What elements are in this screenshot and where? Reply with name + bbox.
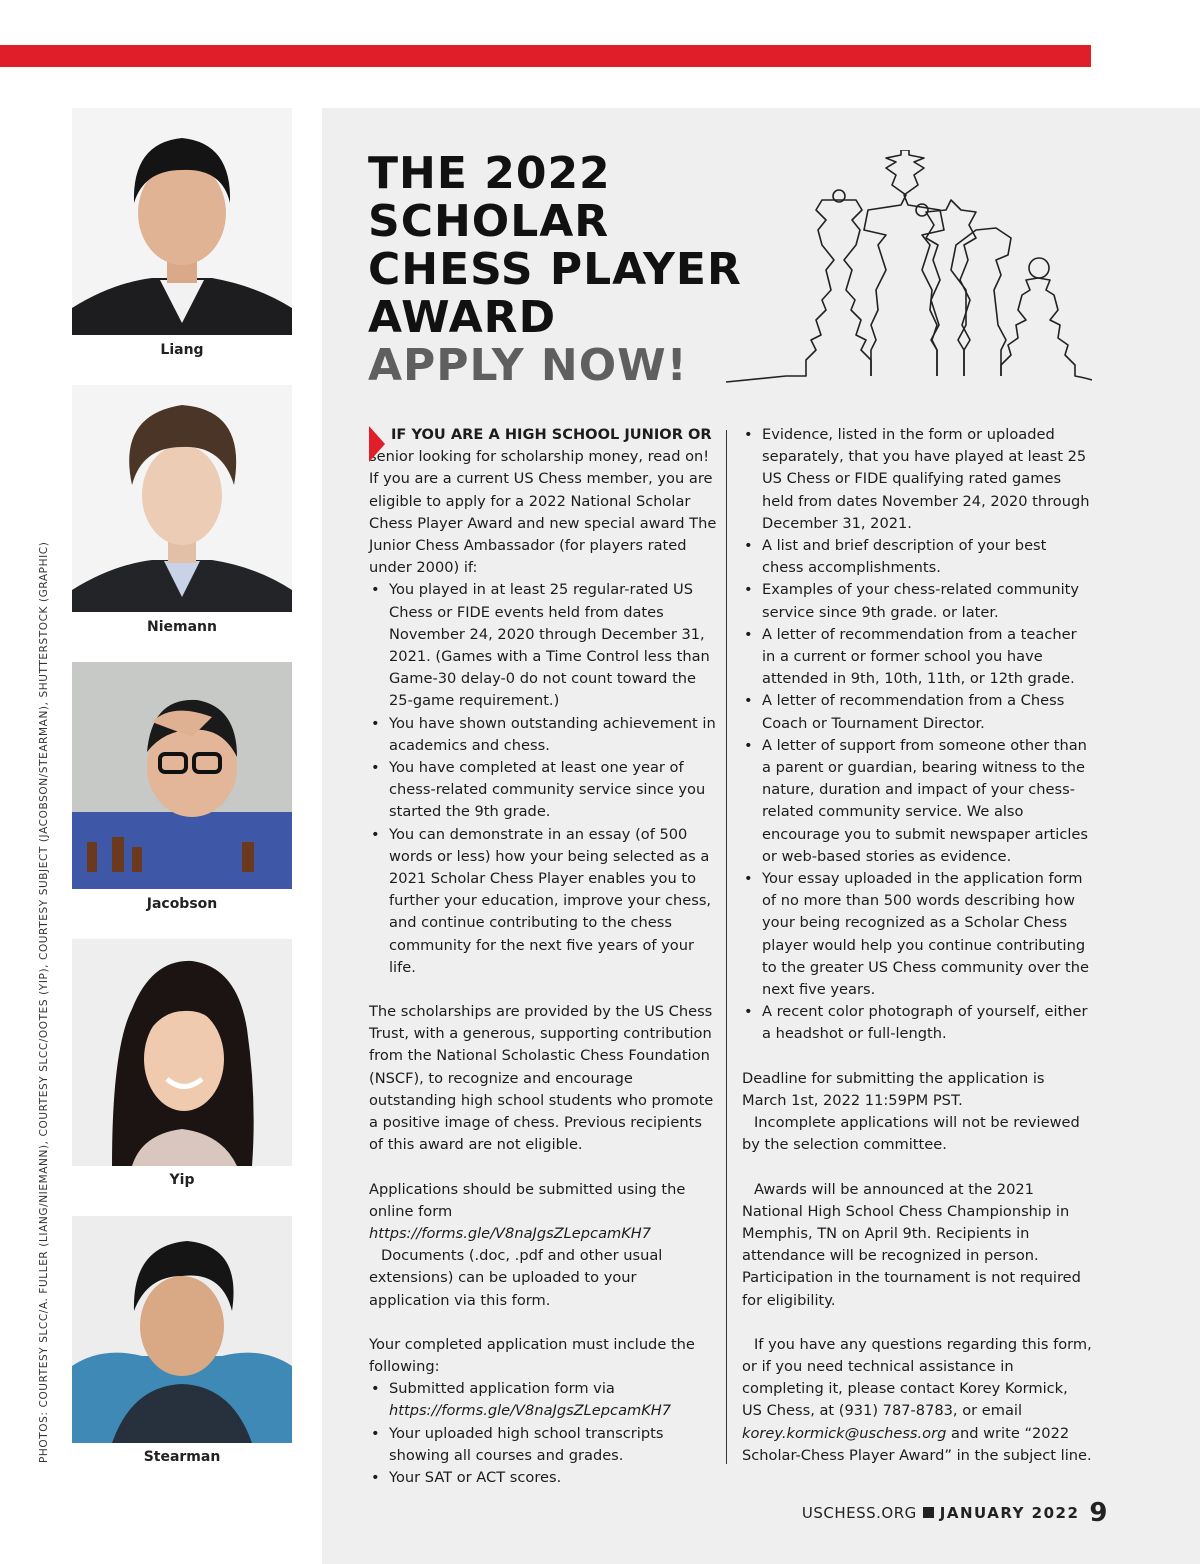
list-item: • You have shown outstanding achievement in academics and chess.	[369, 713, 719, 757]
requirements-list	[369, 1378, 719, 1489]
list-item: • Your uploaded high school transcripts showing all courses and grades.	[369, 1423, 719, 1467]
red-triangle-icon	[369, 426, 385, 462]
list-item: • A recent color photograph of yourself, either a headshot or full-length.	[742, 1001, 1092, 1045]
form-link[interactable]: https://forms.gle/V8naJgsZLepcamKH7	[389, 1402, 672, 1420]
page-number: 9	[1089, 1498, 1108, 1528]
list-item: • Evidence, listed in the form or uploaded separately, that you have played at least 25 US Chess or FIDE qualifying rated games held from dates November 24, 2020 through December 31, 2021.	[742, 424, 1092, 535]
title-line: CHESS PLAYER	[368, 244, 742, 295]
list-item: • A letter of recommendation from a teacher in a current or former school you have attended in 9th, 10th, 11th, or 12th grade.	[742, 624, 1092, 691]
right-column	[742, 424, 1092, 1467]
form-link[interactable]: https://forms.gle/V8naJgsZLepcamKH7	[369, 1224, 652, 1242]
sponsor-paragraph: The scholarships are provided by the US Chess Trust, with a generous, supporting contribution from the National Scholastic Chess Foundation (NSCF), to recognize and encourage outstanding high school students who promote a positive image of chess. Previous recipients of this award are not eligible.	[369, 1003, 714, 1154]
apply-now-heading: APPLY NOW!	[368, 340, 688, 391]
eligibility-list	[369, 579, 719, 979]
photo-yip	[72, 939, 292, 1166]
caption-yip: Yip	[169, 1172, 195, 1188]
list-item: • A list and brief description of your best chess accomplishments.	[742, 535, 1092, 579]
photo-niemann	[72, 385, 292, 612]
list-item	[369, 1378, 719, 1422]
page-title	[368, 150, 748, 390]
photo-credit: PHOTOS: COURTESY SLCC/A. FULLER (LIANG/NIEMANN), COURTESY SLCC/OOTES (YIP), COURTESY SUBJECT (JACOBSON/STEARMAN), SHUTTERSTOCK (GRAPHIC)	[38, 541, 50, 1463]
chess-pieces-graphic	[726, 150, 1092, 386]
contact-email-link[interactable]: korey.kormick@uschess.org	[742, 1424, 947, 1442]
incomplete-paragraph: Incomplete applications will not be reviewed by the selection committee.	[742, 1114, 1080, 1154]
photo-liang	[72, 108, 292, 335]
requirements-list-continued	[742, 424, 1092, 1046]
intro-paragraph	[369, 424, 719, 579]
list-item: • Your essay uploaded in the application form of no more than 500 words describing how your being recognized as a Scholar Chess player would help you continue contributing to the greater US Chess community over the next five years.	[742, 868, 1092, 1001]
footer-issue: JANUARY 2022	[939, 1504, 1080, 1522]
square-separator-icon	[923, 1507, 934, 1518]
photo-jacobson	[72, 662, 292, 889]
list-item: • You played in at least 25 regular-rated US Chess or FIDE events held from dates November 24, 2020 through December 31, 2021. (Games with a Time Control less than Game-30 delay-0 do not count toward the 25-game requirement.)	[369, 579, 719, 712]
footer-site: USCHESS.ORG	[801, 1504, 917, 1522]
title-line: AWARD	[368, 292, 557, 343]
caption-stearman: Stearman	[143, 1449, 221, 1465]
list-item: • A letter of support from someone other than a parent or guardian, bearing witness to the nature, duration and impact of your chess-related community service. We also encourage you to submit newspaper articles or web-based stories as evidence.	[742, 735, 1092, 868]
title-line: THE 2022	[368, 148, 611, 199]
left-column	[369, 424, 719, 1489]
top-red-bar	[0, 45, 1091, 67]
list-item-text: Submitted application form via	[389, 1380, 615, 1398]
column-divider	[726, 430, 727, 1464]
caption-jacobson: Jacobson	[146, 896, 218, 912]
awards-paragraph: Awards will be announced at the 2021 National High School Chess Championship in Memphis, TN on April 9th. Recipients in attendance will be recognized in person. Participation in the tournament is not required for eligibility.	[742, 1180, 1081, 1309]
documents-paragraph: Documents (.doc, .pdf and other usual extensions) can be uploaded to your application via this form.	[369, 1247, 663, 1309]
list-item: • You can demonstrate in an essay (of 500 words or less) how your being selected as a 2021 Scholar Chess Player enables you to further your education, improve your chess, and continue contributing to the chess community for the next five years of your life.	[369, 824, 719, 979]
list-item: • Examples of your chess-related community service since 9th grade. or later.	[742, 579, 1092, 623]
contact-paragraph	[742, 1334, 1092, 1467]
photo-stearman	[72, 1216, 292, 1443]
deadline-paragraph: Deadline for submitting the application is March 1st, 2022 11:59PM PST.	[742, 1069, 1045, 1109]
requirements-intro: Your completed application must include the following:	[369, 1335, 695, 1375]
page-footer	[802, 1498, 1108, 1528]
list-item: • Your SAT or ACT scores.	[369, 1467, 719, 1489]
contact-text-end: and write “2022 Scholar-Chess Player Award” in the subject line.	[742, 1424, 1092, 1464]
list-item: • You have completed at least one year of chess-related community service since you started the 9th grade.	[369, 757, 719, 824]
intro-caps: IF YOU ARE A HIGH SCHOOL JUNIOR OR	[391, 426, 712, 443]
list-item: • A letter of recommendation from a Chess Coach or Tournament Director.	[742, 690, 1092, 734]
caption-niemann: Niemann	[147, 619, 217, 635]
intro-text: senior looking for scholarship money, read on! If you are a current US Chess member, you are eligible to apply for a 2022 National Scholar Chess Player Award and new special award The Junior Chess Ambassador (for players rated under 2000) if:	[369, 448, 717, 577]
contact-text: If you have any questions regarding this form, or if you need technical assistance in completing it, please contact Korey Kormick, US Chess, at (931) 787-8783, or email	[742, 1335, 1092, 1420]
submission-text: Applications should be submitted using the online form	[369, 1180, 686, 1220]
title-line: SCHOLAR	[368, 196, 610, 247]
caption-liang: Liang	[160, 342, 204, 358]
submission-paragraph	[369, 1179, 719, 1246]
